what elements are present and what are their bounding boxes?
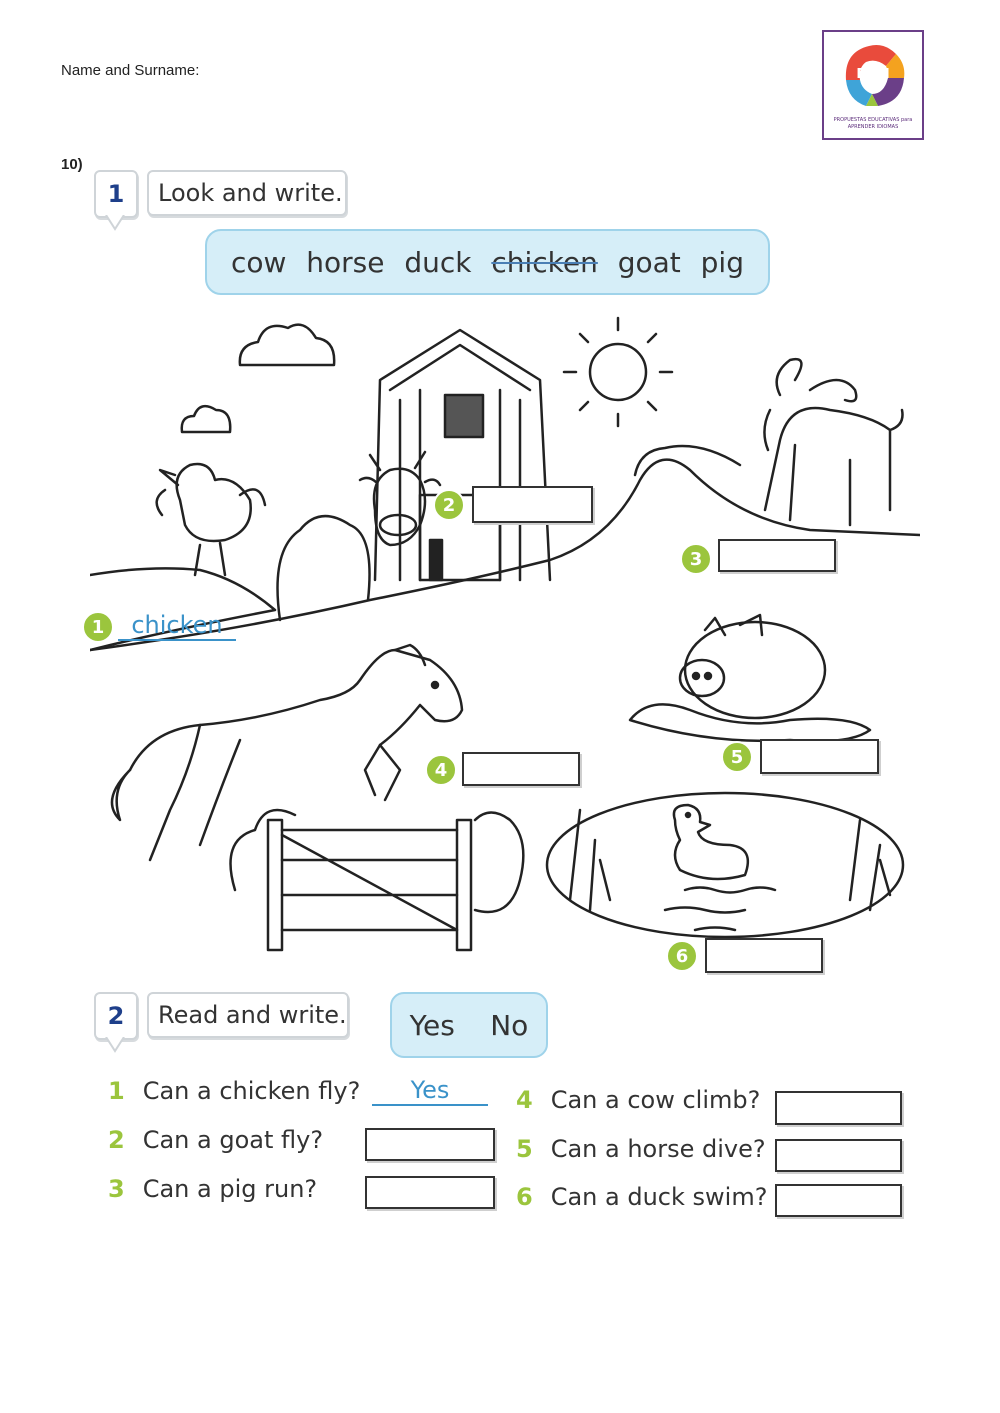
answer-field-q3[interactable] [365,1176,495,1209]
answer-box-6[interactable] [705,938,823,973]
bush-icon [475,813,523,913]
exercise1-title: Look and write. [147,170,347,216]
logo [822,30,924,140]
question-6 [516,1183,767,1211]
question-number: 6 [516,1183,533,1211]
question-text: Can a pig run? [142,1175,318,1203]
logo-text: PEAI [856,67,890,82]
question-number: 2 [108,1126,125,1154]
answer-field-q4[interactable] [775,1091,902,1125]
answer-field-q5[interactable] [775,1139,902,1172]
sun-icon [564,318,672,426]
item-number-5: 5 [721,741,753,773]
pond-icon [547,793,903,937]
cloud-icon [182,406,230,432]
bush-icon [231,810,296,890]
word-bank-item: pig [700,245,744,279]
answer-box-2[interactable] [472,486,593,523]
answer-field-q1[interactable]: Yes [372,1076,488,1106]
question-number: 3 [108,1175,125,1203]
horse-icon [112,645,462,860]
question-text: Can a duck swim? [550,1183,768,1211]
exercise1-badge: 1 [94,170,138,218]
hill [635,446,740,475]
question-4 [516,1086,760,1114]
question-number: 5 [516,1135,533,1163]
exercise2-badge: 2 [94,992,138,1040]
goat-icon [764,359,902,525]
duck-icon [674,805,748,879]
gate-icon [268,820,471,950]
badge-pointer-icon [104,1037,126,1053]
item-number-6: 6 [666,940,698,972]
question-2 [108,1126,323,1154]
yes-no-word-bank [390,992,548,1058]
word-bank-item: Yes [409,1008,455,1042]
badge-pointer-icon [104,215,126,231]
word-bank-item: No [490,1008,529,1042]
word-bank-item: duck [404,245,472,279]
word-bank-item: horse [306,245,385,279]
answer-box-5[interactable] [760,739,879,774]
answer-box-4[interactable] [462,752,580,786]
answer-box-3[interactable] [718,539,836,572]
question-number: 1 [108,1077,125,1105]
question-text: Can a cow climb? [550,1086,761,1114]
word-bank-item: goat [617,245,681,279]
question-text: Can a chicken fly? [142,1077,361,1105]
logo-graphic [824,32,922,112]
exercise2-title: Read and write. [147,992,349,1038]
question-text: Can a horse dive? [550,1135,766,1163]
answer-field-q6[interactable] [775,1184,902,1217]
question-text: Can a goat fly? [142,1126,324,1154]
chicken-icon [157,464,265,575]
question-3 [108,1175,317,1203]
cloud-icon [240,325,334,365]
name-surname-label: Name and Surname: [61,62,200,79]
word-bank [205,229,770,295]
item-number-4: 4 [425,754,457,786]
answer-field-q2[interactable] [365,1128,495,1161]
question-number: 4 [516,1086,533,1114]
word-bank-item-crossed: chicken [491,245,598,279]
item-number-3: 3 [680,543,712,575]
exercise-number: 10) [61,156,83,173]
pig-icon [630,615,870,741]
question-5 [516,1135,766,1163]
answer-box-1[interactable]: chicken [118,605,236,641]
item-number-2: 2 [433,489,465,521]
logo-subtitle: PROPUESTAS EDUCATIVAS para APRENDER IDIOMAS [833,117,913,130]
item-number-1: 1 [82,611,114,643]
question-1 [108,1077,360,1105]
word-bank-item: cow [230,245,287,279]
